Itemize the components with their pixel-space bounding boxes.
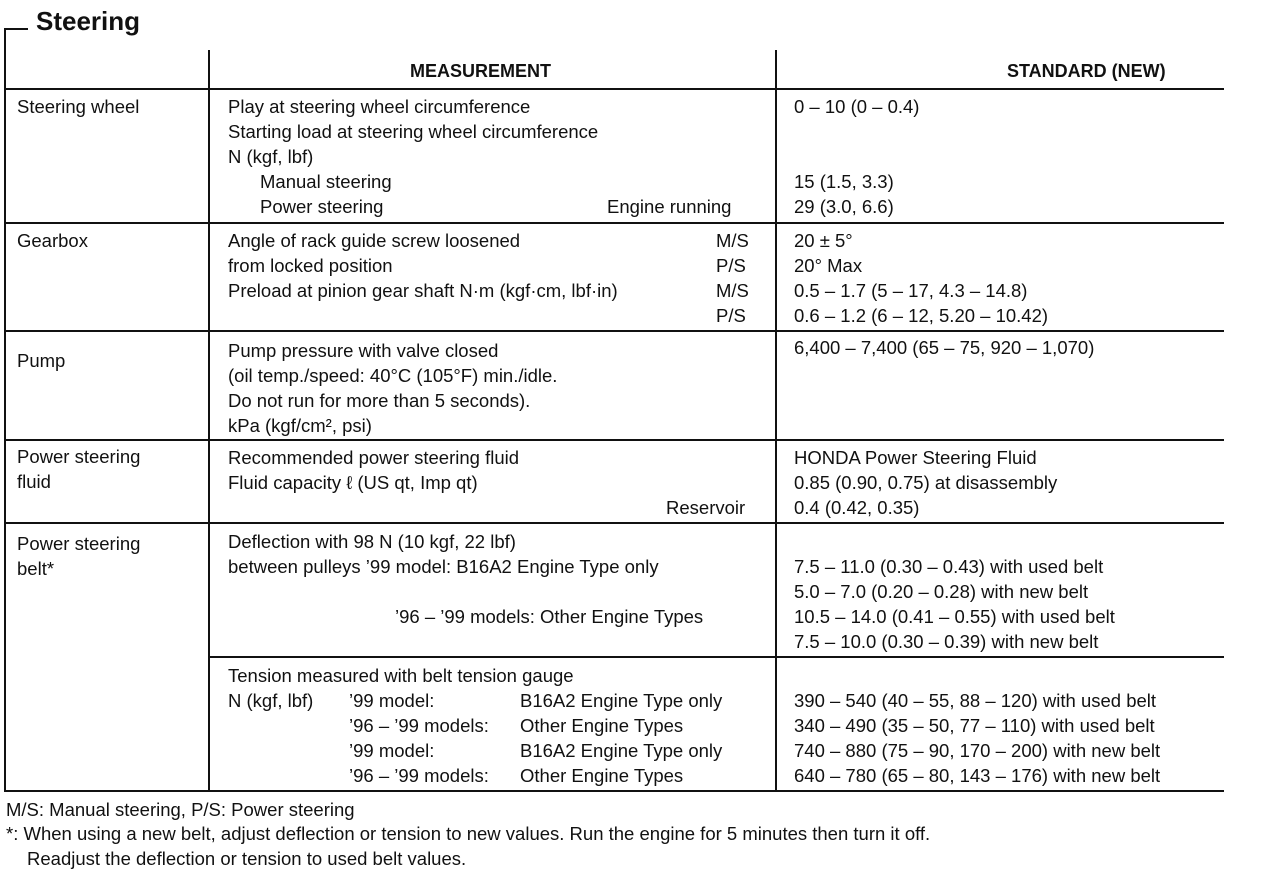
standard-value: 0 – 10 (0 – 0.4) [794, 96, 920, 117]
standard-value: 340 – 490 (35 – 50, 77 – 110) with used belt [794, 715, 1155, 736]
measurement-text: between pulleys ’99 model: B16A2 Engine Type only [228, 556, 659, 577]
standard-value: 390 – 540 (40 – 55, 88 – 120) with used belt [794, 690, 1157, 711]
standard-value: 15 (1.5, 3.3) [794, 171, 894, 192]
standard-header: STANDARD (NEW) [1007, 61, 1166, 81]
standard-value: 20 ± 5° [794, 230, 853, 251]
standard-value: 7.5 – 10.0 (0.30 – 0.39) with new belt [794, 631, 1099, 652]
measurement-text: from locked position [228, 255, 393, 276]
row-label: Power steering [17, 446, 141, 467]
standard-value: 0.5 – 1.7 (5 – 17, 4.3 – 14.8) [794, 280, 1028, 301]
measurement-text: Angle of rack guide screw loosened [228, 230, 521, 251]
tension-model: ’96 – ’99 models: [349, 715, 489, 736]
table-bottom-rule [4, 790, 1224, 792]
row-label: Power steering [17, 533, 141, 554]
standard-value: 7.5 – 11.0 (0.30 – 0.43) with used belt [794, 556, 1104, 577]
standard-value: 0.85 (0.90, 0.75) at disassembly [794, 472, 1058, 493]
measurement-text: Power steering [260, 196, 384, 217]
measurement-text: Deflection with 98 N (10 kgf, 22 lbf) [228, 531, 516, 552]
column-divider-1 [208, 50, 210, 792]
row-rule [4, 222, 1224, 224]
row-label: Pump [17, 350, 66, 371]
tension-engine-type: Other Engine Types [520, 715, 684, 736]
standard-value: 5.0 – 7.0 (0.20 – 0.28) with new belt [794, 581, 1089, 602]
standard-value: 640 – 780 (65 – 80, 143 – 176) with new belt [794, 765, 1161, 786]
tension-model: ’99 model: [349, 740, 435, 761]
standard-value: 0.4 (0.42, 0.35) [794, 497, 920, 518]
measurement-text: N (kgf, lbf) [228, 146, 314, 167]
standard-value: 20° Max [794, 255, 863, 276]
condition-text: P/S [716, 255, 746, 276]
standard-value: HONDA Power Steering Fluid [794, 447, 1037, 468]
header-rule [4, 88, 1224, 90]
tension-engine-type: Other Engine Types [520, 765, 684, 786]
measurement-text: Play at steering wheel circumference [228, 96, 531, 117]
measurement-text: Pump pressure with valve closed [228, 340, 499, 361]
row-rule [4, 522, 1224, 524]
tension-engine-type: B16A2 Engine Type only [520, 740, 723, 761]
column-divider-2 [775, 50, 777, 792]
tension-engine-type: B16A2 Engine Type only [520, 690, 723, 711]
row-label: Steering wheel [17, 96, 140, 117]
measurement-text: Do not run for more than 5 seconds). [228, 390, 531, 411]
row-rule [4, 330, 1224, 332]
standard-value: 740 – 880 (75 – 90, 170 – 200) with new belt [794, 740, 1161, 761]
page-title: Steering [36, 6, 141, 36]
tension-model: ’99 model: [349, 690, 435, 711]
measurement-text: Recommended power steering fluid [228, 447, 520, 468]
standard-value: 29 (3.0, 6.6) [794, 196, 894, 217]
standard-value: 6,400 – 7,400 (65 – 75, 920 – 1,070) [794, 337, 1095, 358]
condition-text: M/S [716, 230, 749, 251]
row-rule [4, 439, 1224, 441]
condition-text: M/S [716, 280, 749, 301]
tension-unit: N (kgf, lbf) [228, 690, 314, 711]
standard-value: 10.5 – 14.0 (0.41 – 0.55) with used belt [794, 606, 1115, 627]
tension-heading: Tension measured with belt tension gauge [228, 665, 574, 686]
condition-text: Reservoir [666, 497, 746, 518]
row-label: Gearbox [17, 230, 88, 251]
subrow-rule [208, 656, 1224, 658]
condition-text: P/S [716, 305, 746, 326]
tension-model: ’96 – ’99 models: [349, 765, 489, 786]
measurement-text: Preload at pinion gear shaft N·m (kgf·cm, lbf·in) [228, 280, 618, 301]
footnote-asterisk: *: When using a new belt, adjust deflection or tension to new values. Run the engine for 5 minutes then turn it off. [6, 823, 931, 844]
row-label: fluid [17, 471, 51, 492]
measurement-text: Starting load at steering wheel circumference [228, 121, 599, 142]
footnote-asterisk-cont: Readjust the deflection or tension to used belt values. [27, 848, 467, 869]
condition-text: Engine running [607, 196, 732, 217]
measurement-text: (oil temp./speed: 40°C (105°F) min./idle. [228, 365, 558, 386]
standard-value: 0.6 – 1.2 (6 – 12, 5.20 – 10.42) [794, 305, 1049, 326]
measurement-text: kPa (kgf/cm², psi) [228, 415, 372, 436]
footnote-abbreviations: M/S: Manual steering, P/S: Power steering [6, 799, 355, 820]
row-label: belt* [17, 558, 55, 579]
title-rule [4, 28, 28, 30]
measurement-text: ’96 – ’99 models: Other Engine Types [395, 606, 704, 627]
table-left-border [4, 28, 6, 792]
measurement-text: Manual steering [260, 171, 392, 192]
measurement-text: Fluid capacity ℓ (US qt, Imp qt) [228, 472, 478, 493]
measurement-header: MEASUREMENT [410, 61, 552, 81]
